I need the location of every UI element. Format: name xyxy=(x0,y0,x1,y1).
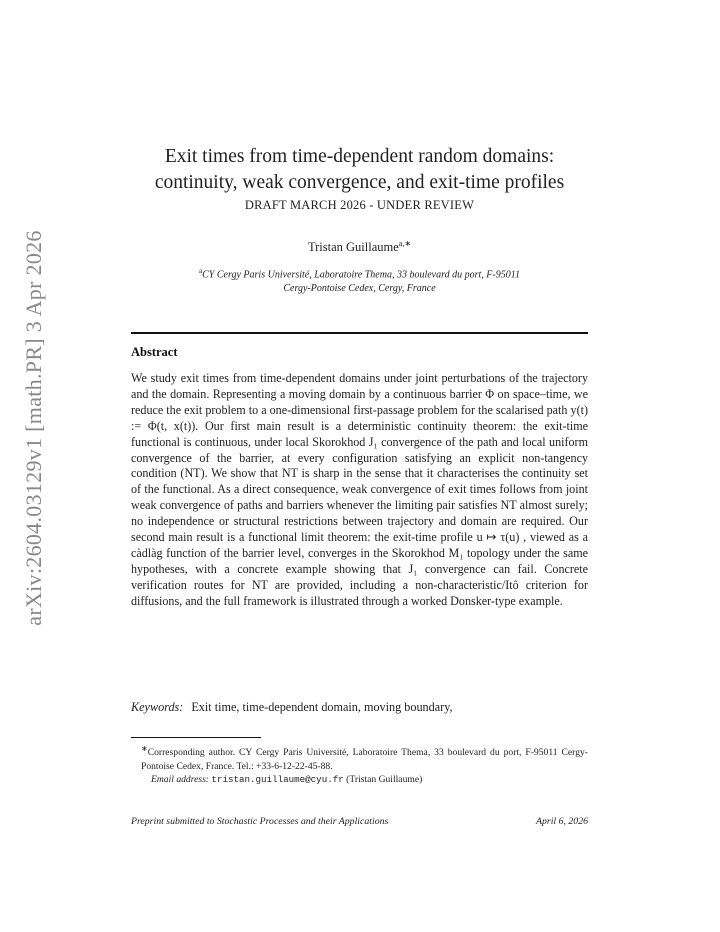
arxiv-sidebar xyxy=(0,0,70,932)
draft-subtitle: DRAFT MARCH 2026 - UNDER REVIEW xyxy=(244,198,475,212)
keywords xyxy=(131,700,453,715)
author-line xyxy=(131,239,588,255)
keywords-text: Exit time, time-dependent domain, moving boundary, xyxy=(191,700,453,714)
arxiv-identifier-stamp: arXiv:2604.03129v1 [math.PR] 3 Apr 2026 xyxy=(21,230,46,626)
affiliation-line-1 xyxy=(131,264,588,282)
keywords-label: Keywords: xyxy=(131,700,184,714)
email-address-link[interactable]: tristan.guillaume@cyu.fr xyxy=(211,774,344,786)
affiliation-line-2: Cergy-Pontoise Cedex, Cergy, France xyxy=(283,283,436,295)
email-owner: (Tristan Guillaume) xyxy=(346,774,423,786)
footnote xyxy=(131,742,588,787)
affiliation-text-1: CY Cergy Paris Université, Laboratoire Thema, 33 boulevard du port, F-95011 xyxy=(202,269,520,281)
author-name: Tristan Guillaume xyxy=(307,240,399,255)
affiliation xyxy=(131,264,588,296)
preprint-date: April 6, 2026 xyxy=(536,816,588,827)
author-marks: a,∗ xyxy=(398,239,412,248)
footnote-rule xyxy=(131,737,261,738)
abstract-text: We study exit times from time-dependent domains under joint perturbations of the trajectory and the domain. Representing a moving domain by a continuous barrier Φ on space–time, we reduce the exit problem to a one-dimensional first-passage problem for the scalarised path y(t) := Φ(t, x(t)). Our first main result is a deterministic continuity theorem: the exit-time functional is continuous, under local Skorokhod J₁ convergence of the path and local uniform convergence of the barrier, at every configuration satisfying an explicit non-tangency condition (NT). We show that NT is sharp in the sense that it characterises the continuity set of the functional. As a direct consequence, weak convergence of exit times follows from joint weak convergence of paths and barriers whenever the limiting pair satisfies NT almost surely; no independence or structural restrictions between trajectory and domain are required. Our second main result is a functional limit theorem: the exit-time profile u ↦ τ(u) , viewed as a càdlàg function of the barrier level, converges in the Skorokhod M₁ topology under the same hypotheses, with a concrete example showing that J₁ convergence can fail. Concrete verification routes for NT are provided, including a non-characteristic/Itô criterion for diffusions, and the full framework is illustrated through a worked Donsker-type example. xyxy=(131,371,588,608)
title-line-2: continuity, weak convergence, and exit-time profiles xyxy=(154,172,565,193)
paper-first-page xyxy=(131,0,588,827)
abstract-heading: Abstract xyxy=(131,345,178,359)
footnote-corresponding xyxy=(131,742,588,773)
paper-title xyxy=(131,144,588,196)
preprint-footer xyxy=(131,816,588,827)
footnote-email xyxy=(131,773,588,787)
abstract-top-rule xyxy=(131,332,588,334)
footnote-text: Corresponding author. CY Cergy Paris Université, Laboratoire Thema, 33 boulevard du port, F-95011 Cergy-Pontoise Cedex, France. Tel.: +33-6-12-22-45-88. xyxy=(141,747,588,772)
affiliation-mark: a xyxy=(199,267,203,276)
preprint-journal: Preprint submitted to Stochastic Processes and their Applications xyxy=(131,816,389,827)
email-label: Email address: xyxy=(151,774,210,786)
title-line-1: Exit times from time-dependent random domains: xyxy=(164,146,555,167)
footnote-mark: ∗ xyxy=(141,744,148,753)
